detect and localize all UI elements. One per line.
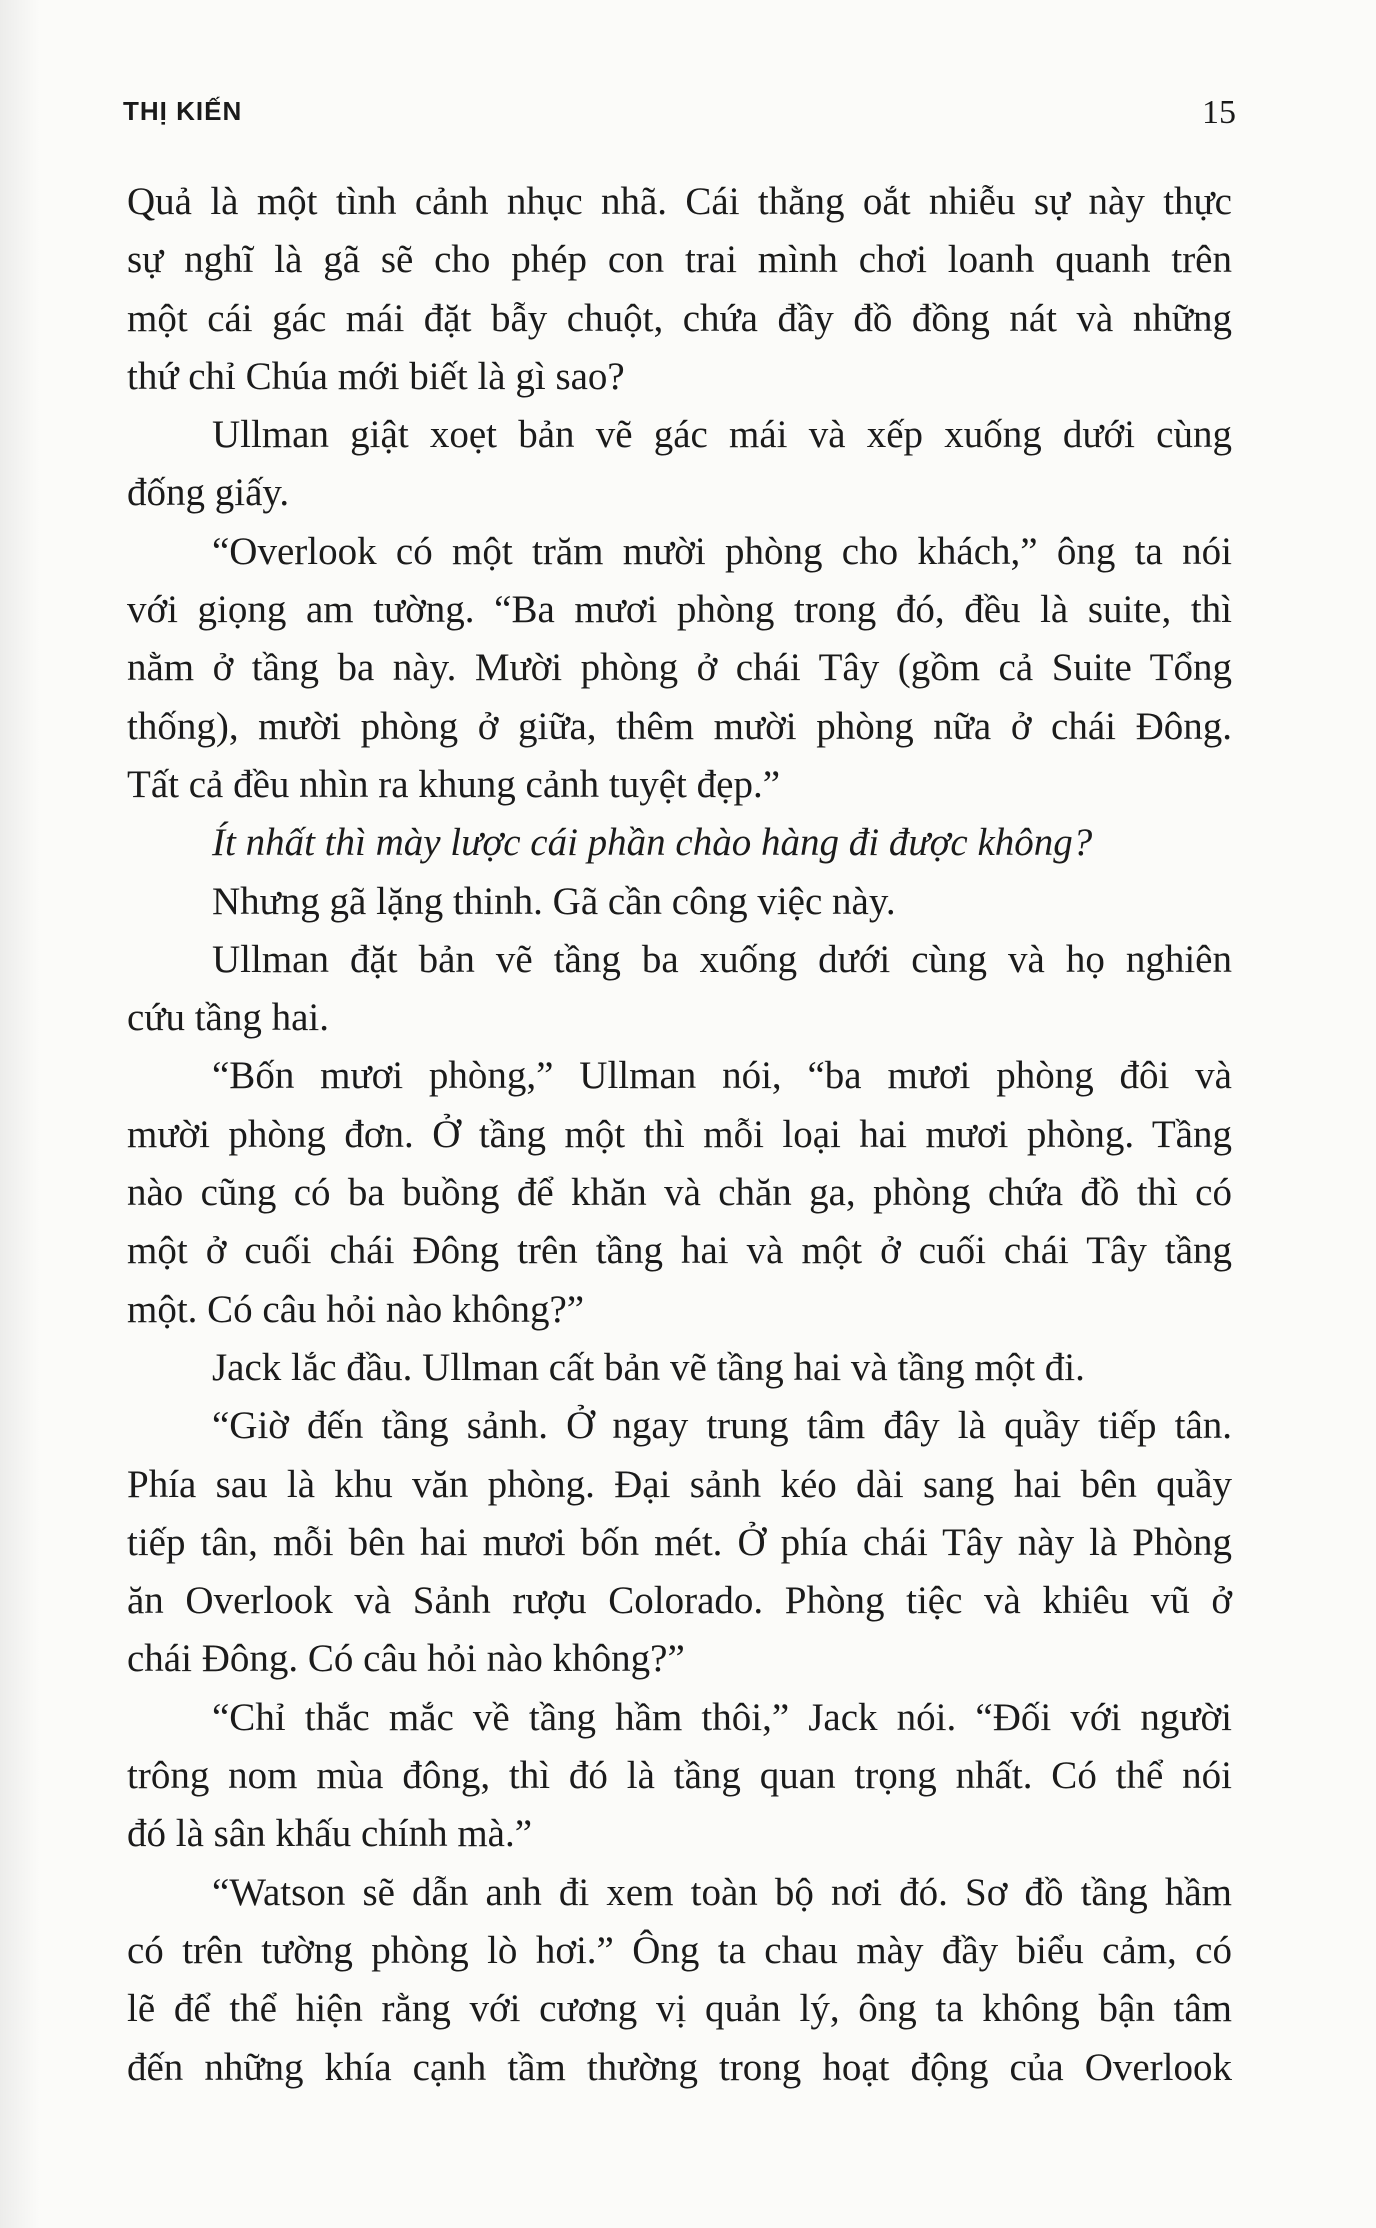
page-header — [123, 96, 1236, 136]
text-line: đống giấy. — [127, 471, 290, 515]
text-line: “Watson sẽ dẫn anh đi xem toàn bộ nơi đó. Sơ đồ tầng hầm — [212, 1870, 1232, 1914]
text-line: thứ chỉ Chúa mới biết là gì sao? — [127, 354, 625, 398]
page-number: 15 — [1202, 94, 1236, 131]
text-line: Phía sau là khu văn phòng. Đại sảnh kéo dài sang hai bên quầy — [127, 1462, 1232, 1506]
text-line: đến những khía cạnh tầm thường trong hoạt động của Overlook — [127, 2045, 1232, 2089]
text-line: thống), mười phòng ở giữa, thêm mười phòng nữa ở chái Đông. — [127, 704, 1232, 748]
text-line: Tất cả đều nhìn ra khung cảnh tuyệt đẹp.” — [127, 762, 781, 806]
text-line: Quả là một tình cảnh nhục nhã. Cái thằng oắt nhiễu sự này thực — [127, 180, 1232, 223]
text-line: lẽ để thể hiện rằng với cương vị quản lý, ông ta không bận tâm — [127, 1987, 1232, 2031]
text-line: sự nghĩ là gã sẽ cho phép con trai mình chơi loanh quanh trên — [127, 238, 1232, 282]
text-line: đó là sân khấu chính mà.” — [127, 1812, 533, 1856]
text-line: nằm ở tầng ba này. Mười phòng ở chái Tây (gồm cả Suite Tổng — [127, 646, 1232, 690]
text-line: một. Có câu hỏi nào không?” — [127, 1287, 585, 1331]
text-line: cứu tầng hai. — [127, 996, 329, 1040]
text-line: Nhưng gã lặng thinh. Gã cần công việc này. — [212, 879, 896, 923]
text-line: “Bốn mươi phòng,” Ullman nói, “ba mươi phòng đôi và — [212, 1054, 1232, 1098]
text-line: Ullman giật xoẹt bản vẽ gác mái và xếp xuống dưới cùng — [212, 413, 1232, 457]
spine-shadow — [0, 0, 40, 2228]
text-line: “Giờ đến tầng sảnh. Ở ngay trung tâm đây là quầy tiếp tân. — [212, 1404, 1232, 1448]
text-line: nào cũng có ba buồng để khăn và chăn ga, phòng chứa đồ thì có — [127, 1171, 1232, 1215]
text-line: Jack lắc đầu. Ullman cất bản vẽ tầng hai và tầng một đi. — [212, 1345, 1085, 1389]
text-line: trông nom mùa đông, thì đó là tầng quan trọng nhất. Có thể nói — [127, 1754, 1232, 1798]
text-line-italic: Ít nhất thì mày lược cái phần chào hàng đi được không? — [212, 821, 1093, 865]
text-line: “Chỉ thắc mắc về tầng hầm thôi,” Jack nói. “Đối với người — [212, 1695, 1232, 1739]
running-title: THỊ KIẾN — [123, 96, 243, 126]
text-line: mười phòng đơn. Ở tầng một thì mỗi loại hai mươi phòng. Tầng — [127, 1112, 1232, 1156]
text-line: Ullman đặt bản vẽ tầng ba xuống dưới cùng và họ nghiên — [212, 937, 1232, 981]
text-line: tiếp tân, mỗi bên hai mươi bốn mét. Ở phía chái Tây này là Phòng — [127, 1520, 1232, 1564]
text-line: “Overlook có một trăm mười phòng cho khách,” ông ta nói — [212, 529, 1232, 573]
text-line: một cái gác mái đặt bẫy chuột, chứa đầy đồ đồng nát và những — [127, 296, 1232, 340]
body-text — [127, 173, 1232, 2097]
text-line: với giọng am tường. “Ba mươi phòng trong đó, đều là suite, thì — [127, 588, 1232, 632]
text-line: có trên tường phòng lò hơi.” Ông ta chau mày đầy biểu cảm, có — [127, 1928, 1232, 1972]
text-line: chái Đông. Có câu hỏi nào không?” — [127, 1637, 685, 1681]
text-line: một ở cuối chái Đông trên tầng hai và một ở cuối chái Tây tầng — [127, 1229, 1232, 1273]
text-line: ăn Overlook và Sảnh rượu Colorado. Phòng tiệc và khiêu vũ ở — [127, 1579, 1232, 1623]
